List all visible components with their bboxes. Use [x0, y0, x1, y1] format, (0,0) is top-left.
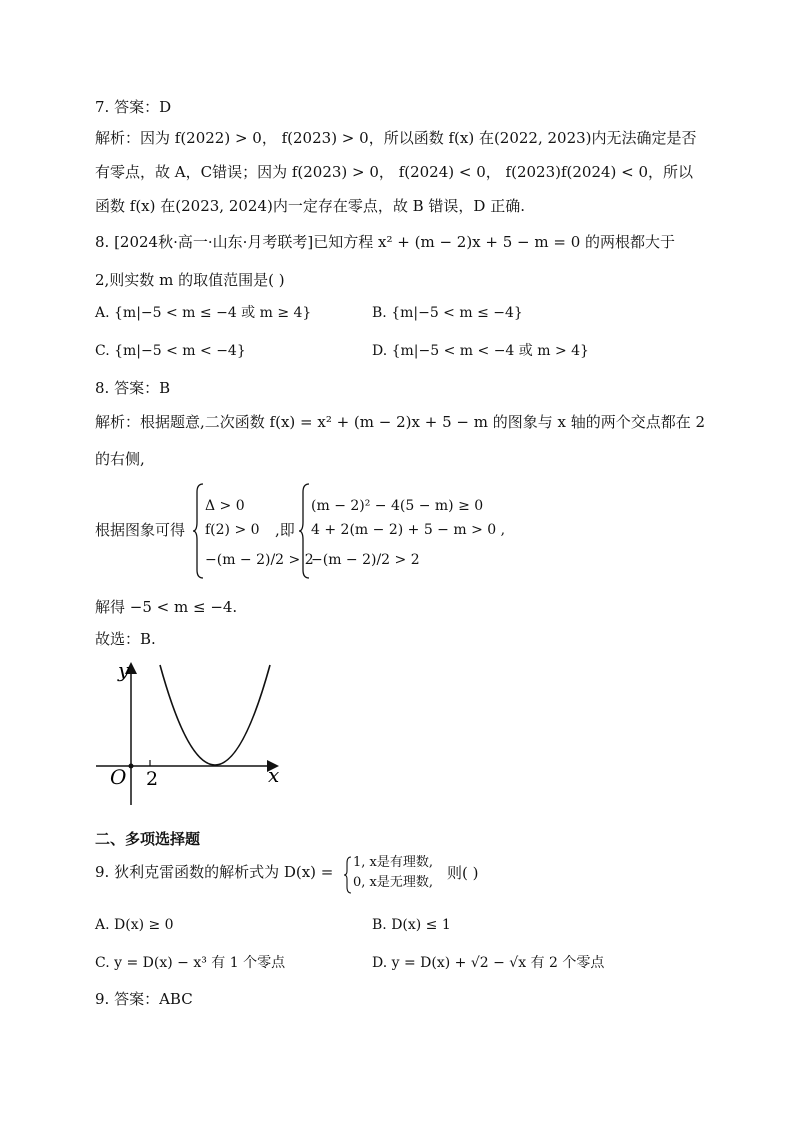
q8-option-d: D. {m|−5 < m < −4 或 m > 4} [372, 343, 589, 359]
sys1-line3: −(m − 2)/2 > 2 [205, 552, 314, 568]
q9-option-c: C. y = D(x) − x³ 有 1 个零点 [95, 955, 286, 971]
tick-label-2: 2 [146, 768, 159, 790]
sys-label: 根据图象可得 [95, 521, 186, 539]
q9-option-d: D. y = D(x) + √2 − √x 有 2 个零点 [372, 955, 605, 971]
q9-option-a: A. D(x) ≥ 0 [95, 917, 174, 933]
q7-explanation-line3: 函数 f(x) 在(2023, 2024)内一定存在零点，故 B 错误，D 正确. [95, 197, 525, 215]
q7-explanation-line2: 有零点，故 A，C错误；因为 f(2023) > 0， f(2024) < 0， f(2023)f(2024) < 0，所以 [95, 163, 694, 181]
q8-choose: 故选：B. [95, 630, 156, 648]
q9-case-rational: 1, x是有理数, [353, 855, 433, 870]
q8-option-a: A. {m|−5 < m ≤ −4 或 m ≥ 4} [95, 305, 312, 321]
q8-solve: 解得 −5 < m ≤ −4. [95, 598, 238, 616]
sys2-line1: (m − 2)² − 4(5 − m) ≥ 0 [311, 498, 484, 514]
q9-case-irrational: 0, x是无理数, [353, 875, 433, 890]
q9-case-brace [343, 856, 353, 894]
y-axis-label: y [118, 658, 130, 682]
q9-answer: 9. 答案：ABC [95, 990, 193, 1008]
q8-option-c: C. {m|−5 < m < −4} [95, 343, 246, 359]
parabola-graph [90, 655, 290, 813]
q9-option-b: B. D(x) ≤ 1 [372, 917, 451, 933]
sys1-line2: f(2) > 0 [205, 522, 260, 538]
sys1-line1: Δ > 0 [205, 498, 245, 514]
q8-stem-line1: 8. [2024秋·高一·山东·月考联考]已知方程 x² + (m − 2)x + 5 − m = 0 的两根都大于 [95, 233, 676, 251]
q7-explanation-line1: 解析：因为 f(2022) > 0， f(2023) > 0，所以函数 f(x) 在(2022, 2023)内无法确定是否 [95, 129, 697, 147]
q8-option-b: B. {m|−5 < m ≤ −4} [372, 305, 523, 321]
parabola-curve [160, 665, 270, 765]
left-brace-1 [193, 482, 205, 580]
sys2-line2: 4 + 2(m − 2) + 5 − m > 0 , [311, 522, 506, 538]
q8-stem-line2: 2,则实数 m 的取值范围是( ) [95, 271, 285, 289]
q9-stem-post: 则( ) [447, 864, 479, 882]
left-brace-2 [299, 482, 311, 580]
origin-label: O [110, 765, 127, 789]
sys-connector: ,即 [275, 521, 295, 539]
q8-answer: 8. 答案：B [95, 379, 171, 397]
sys2-line3: −(m − 2)/2 > 2 [311, 552, 420, 568]
x-axis-label: x [268, 763, 280, 787]
q9-stem-pre: 9. 狄利克雷函数的解析式为 D(x) = [95, 863, 334, 881]
section-title: 二、多项选择题 [95, 830, 201, 848]
q8-explanation-line2: 的右侧, [95, 450, 145, 468]
q8-explanation-line1: 解析：根据题意,二次函数 f(x) = x² + (m − 2)x + 5 − m 的图象与 x 轴的两个交点都在 2 [95, 413, 706, 431]
q7-answer: 7. 答案：D [95, 98, 172, 116]
origin-point [129, 764, 134, 769]
